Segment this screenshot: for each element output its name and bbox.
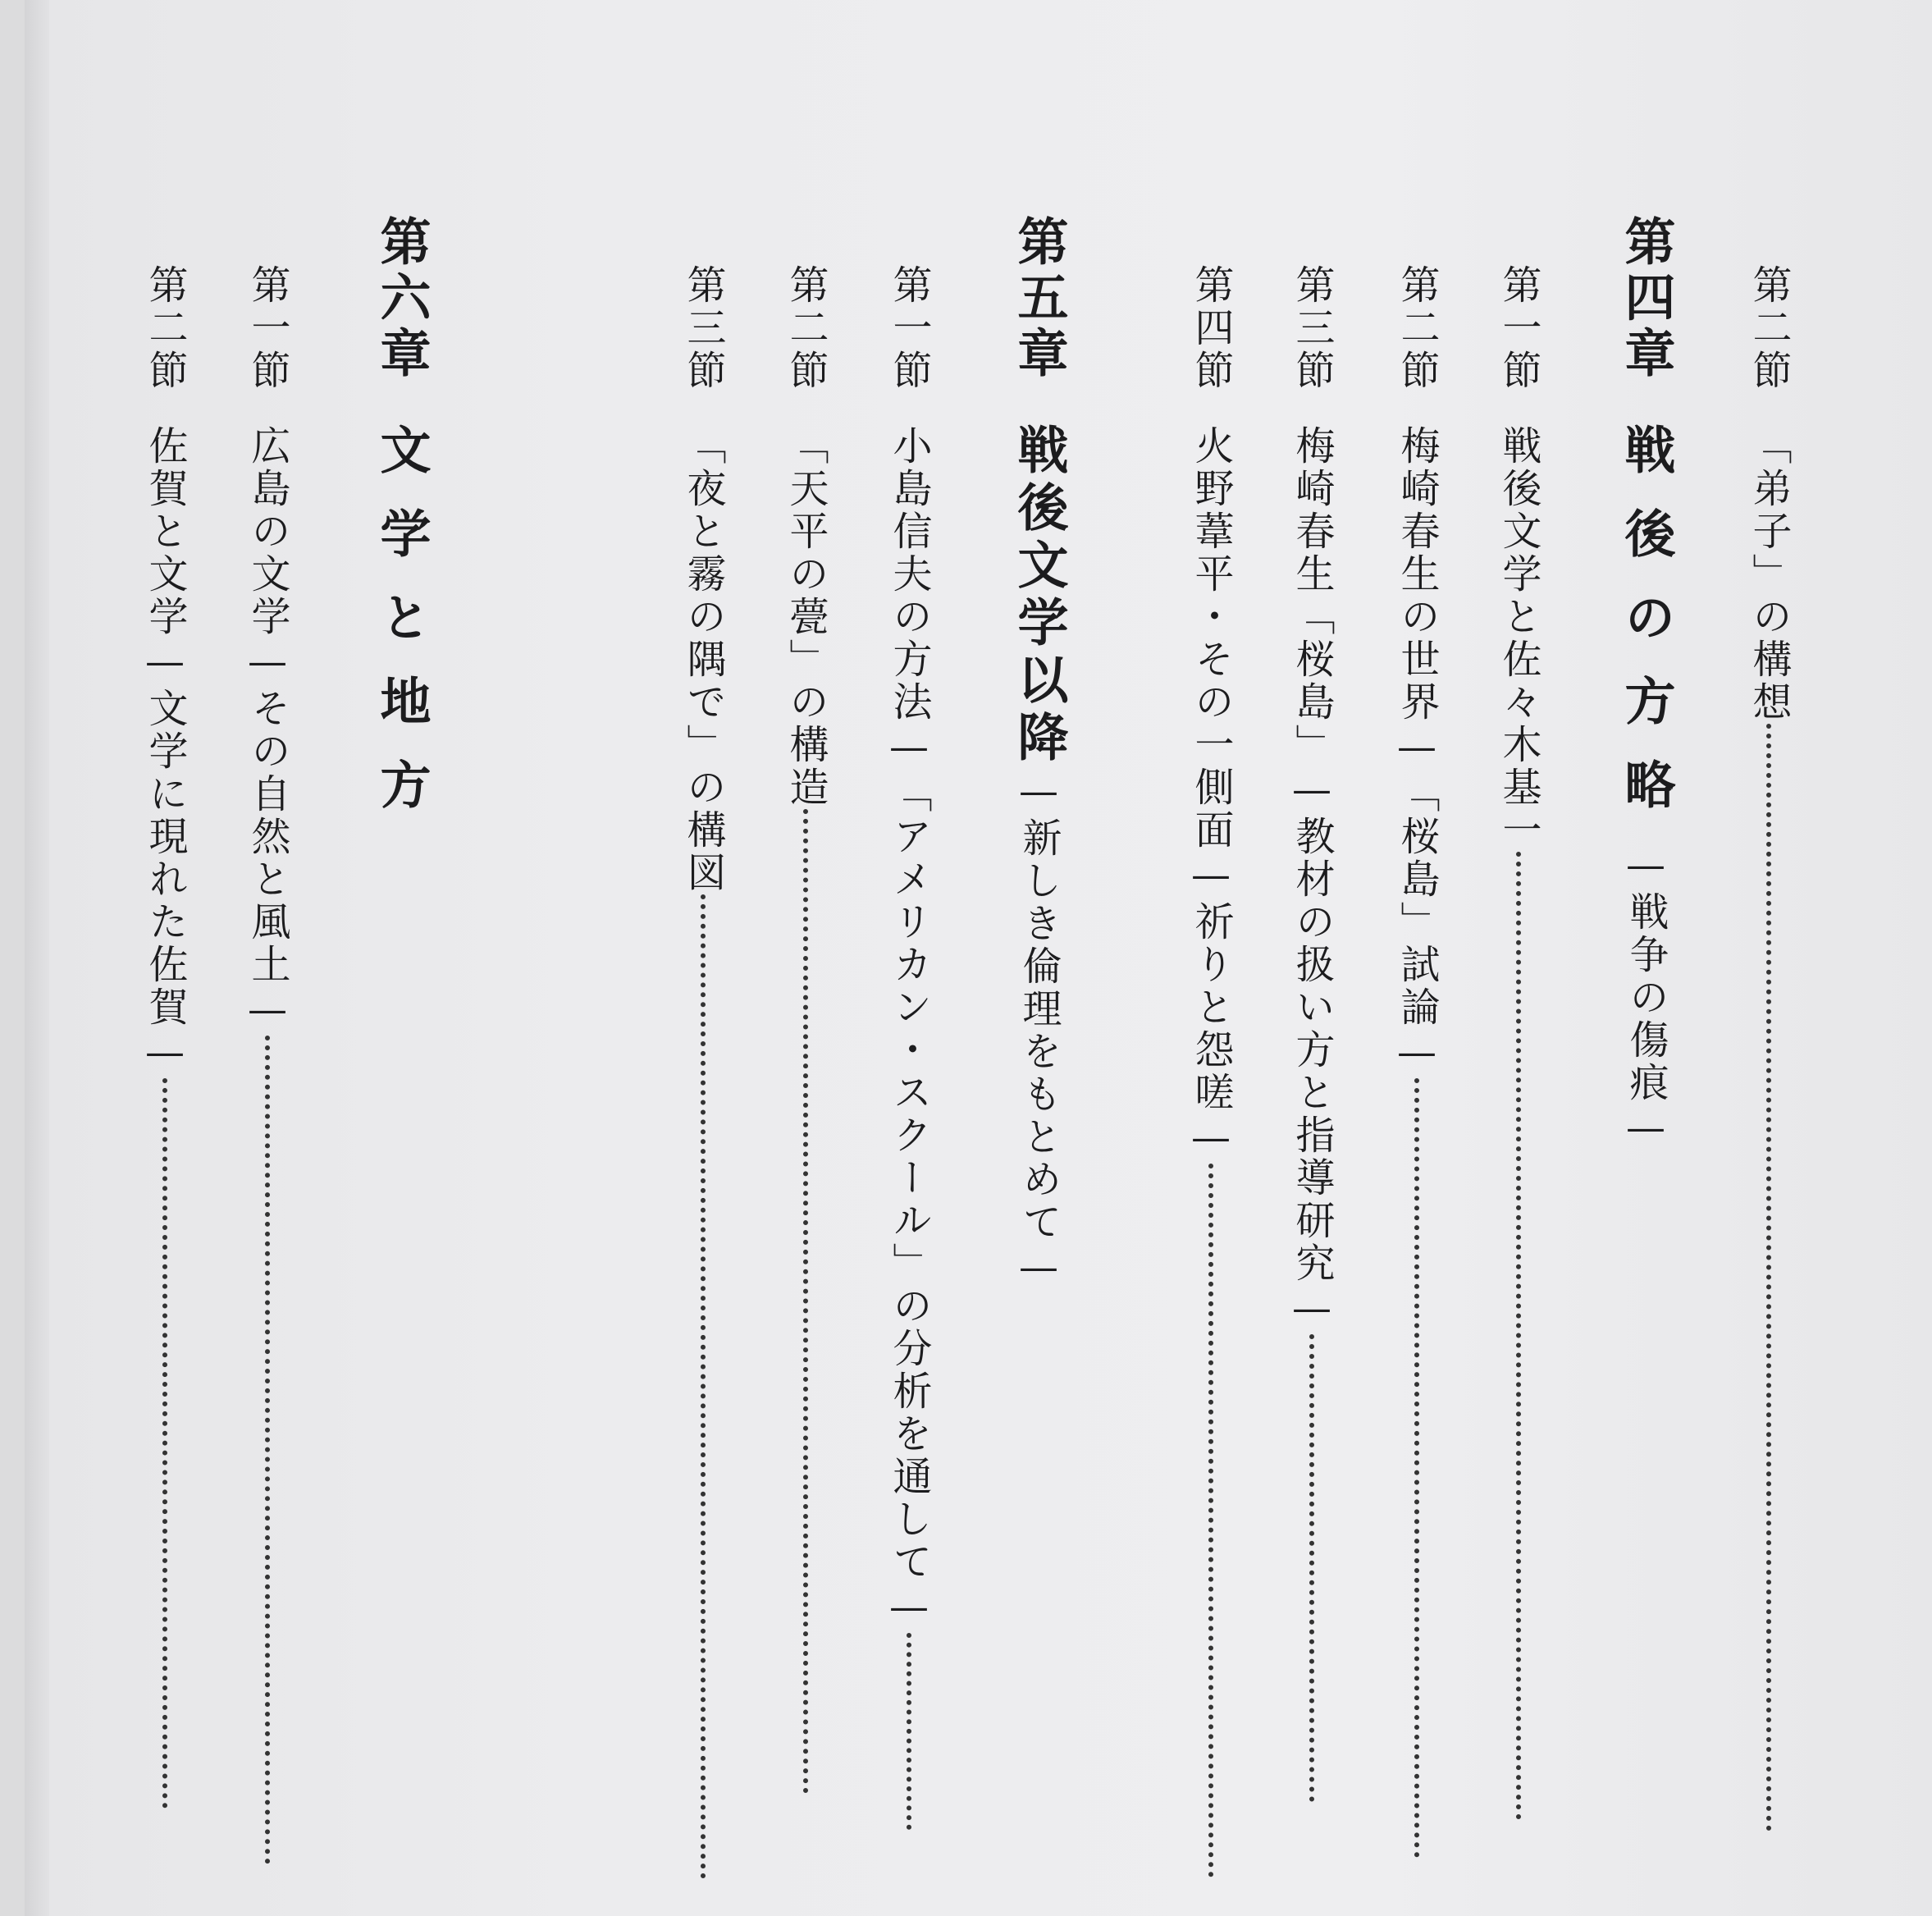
toc-entry: [244, 264, 290, 1864]
toc-chapter-title: 戦後文学以降: [1009, 423, 1069, 768]
toc-entry-title: 佐賀と文学—文学に現れた佐賀—: [142, 425, 188, 1078]
toc-entry-title: 広島の文学—その自然と風土—: [244, 425, 290, 1036]
dot-leader: [1766, 724, 1771, 1831]
toc-chapter: [1009, 215, 1069, 1293]
toc-entry-title: 火野葦平・その一側面—祈りと怨嗟—: [1188, 425, 1234, 1164]
book-page: [25, 0, 1932, 1916]
toc-entry-title: 梅崎春生「桜島」—教材の扱い方と指導研究—: [1289, 425, 1335, 1334]
dot-leader: [701, 894, 706, 1879]
dot-leader: [265, 1036, 270, 1864]
toc-entry: [142, 264, 188, 1809]
toc-entry-title: 「弟子」の構想: [1746, 425, 1792, 724]
page-edge: [25, 0, 49, 1916]
dot-leader: [907, 1633, 911, 1830]
toc-entry-number: 第四節: [1188, 264, 1234, 392]
toc-entry: [1188, 264, 1234, 1877]
toc-entry-number: 第二節: [783, 264, 829, 392]
toc-chapter-subtitle: —新しき倫理をもとめて—: [1016, 768, 1062, 1293]
toc-entry-number: 第二節: [1394, 264, 1440, 392]
toc-entry-title: 「夜と霧の隅で」の構図: [680, 425, 726, 894]
toc-entry-number: 第三節: [680, 264, 726, 392]
dot-leader: [803, 809, 808, 1794]
toc-entry: [1289, 264, 1335, 1802]
toc-entry-title: 戦後文学と佐々木基一: [1496, 425, 1541, 852]
toc-entry-number: 第一節: [886, 264, 932, 392]
toc-chapter-title: 戦後の方略: [1616, 423, 1676, 842]
toc-chapter-number: 第五章: [1009, 215, 1069, 382]
toc-entry-number: 第二節: [1746, 264, 1792, 392]
dot-leader: [1414, 1078, 1419, 1858]
toc-entry: [1394, 264, 1440, 1858]
dot-leader: [1309, 1334, 1314, 1802]
dot-leader: [1516, 852, 1521, 1820]
toc-chapter-number: 第四章: [1616, 215, 1676, 382]
toc-chapter-number: 第六章: [372, 215, 432, 382]
dot-leader: [162, 1078, 167, 1809]
toc-entry-title: 「天平の甍」の構造: [783, 425, 829, 809]
toc-entry-number: 第一節: [244, 264, 290, 392]
toc-chapter-subtitle: —戦争の傷痕—: [1623, 842, 1669, 1154]
toc-entry: [1746, 264, 1792, 1831]
toc-entry-number: 第三節: [1289, 264, 1335, 392]
toc-entry-number: 第二節: [142, 264, 188, 392]
toc-entry: [783, 264, 829, 1794]
toc-entry-title: 小島信夫の方法—「アメリカン・スクール」の分析を通して—: [886, 425, 932, 1633]
toc-entry: [886, 264, 932, 1830]
toc-entry-title: 梅崎春生の世界—「桜島」試論—: [1394, 425, 1440, 1078]
toc-entry: [680, 264, 726, 1879]
toc-chapter-title: 文学と地方: [372, 423, 432, 842]
toc-entry: [1496, 264, 1541, 1820]
toc-chapter: [372, 215, 432, 842]
toc-entry-number: 第一節: [1496, 264, 1541, 392]
dot-leader: [1208, 1164, 1213, 1877]
toc-chapter: [1616, 215, 1676, 1154]
